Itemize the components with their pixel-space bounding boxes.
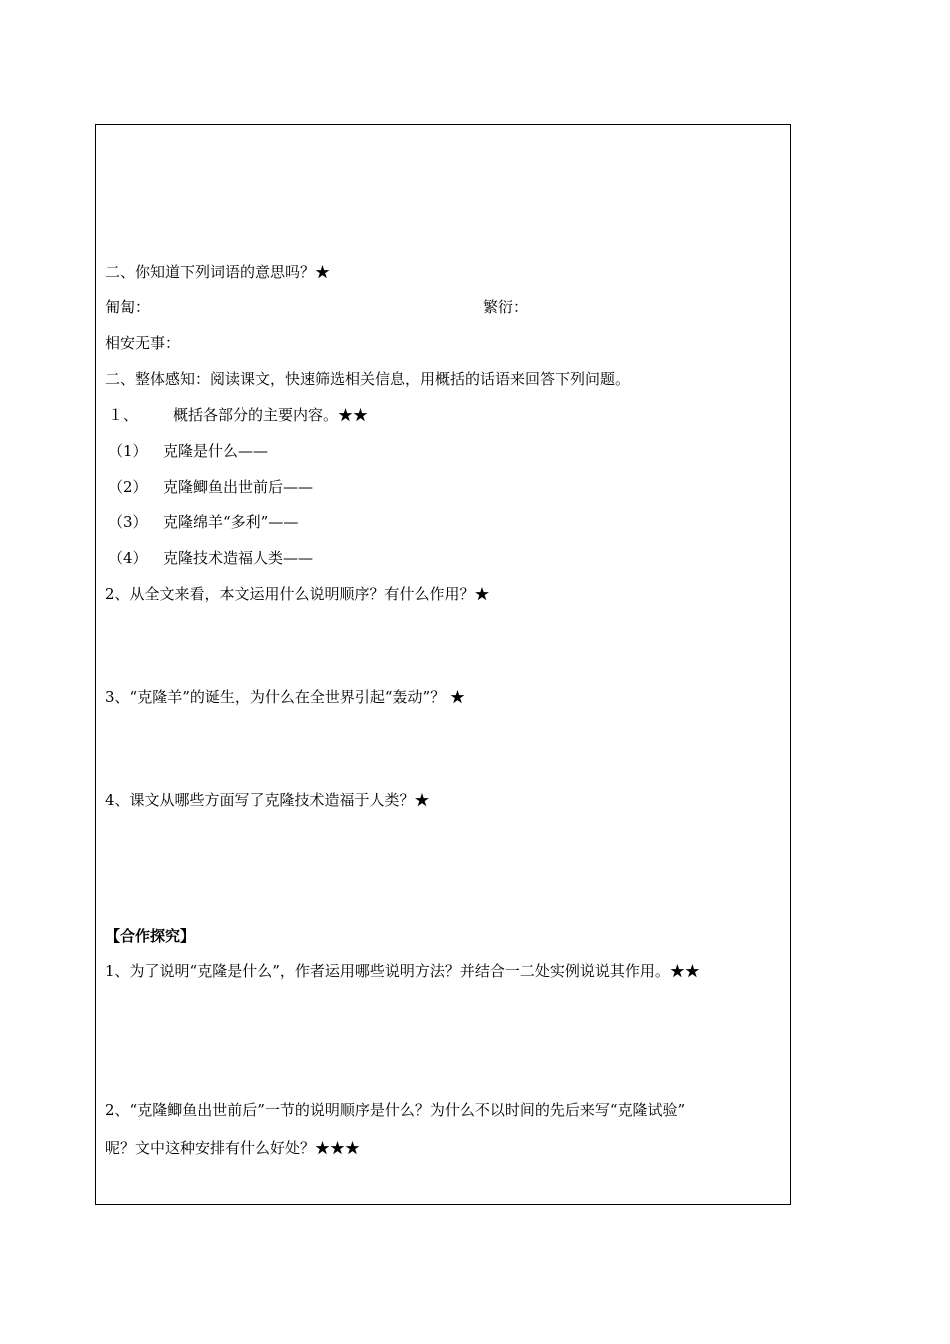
explore-heading: 【合作探究】 (105, 927, 196, 945)
part-3-text: 克隆绵羊“多利”—— (163, 513, 299, 531)
part-4-number: （4） (108, 549, 148, 567)
overview-q2: 2、从全文来看，本文运用什么说明顺序？有什么作用？★ (105, 585, 490, 603)
explore-q2-line1: 2、“克隆鲫鱼出世前后”一节的说明顺序是什么？为什么不以时间的先后来写“克隆试验” (105, 1101, 686, 1119)
overview-heading: 二、整体感知：阅读课文，快速筛选相关信息，用概括的话语来回答下列问题。 (105, 370, 631, 388)
vocab-heading: 二、你知道下列词语的意思吗？★ (105, 263, 331, 281)
overview-q1-text: 概括各部分的主要内容。★★ (173, 406, 369, 424)
overview-q3: 3、“克隆羊”的诞生，为什么在全世界引起“轰动”？ ★ (105, 688, 465, 706)
part-1-text: 克隆是什么—— (163, 442, 269, 460)
part-1-number: （1） (108, 442, 148, 460)
vocab-word-pufu: 匍匐： (105, 298, 151, 316)
part-2-text: 克隆鲫鱼出世前后—— (163, 478, 314, 496)
worksheet-frame (95, 124, 791, 1205)
vocab-word-fanyan: 繁衍： (483, 298, 529, 316)
part-2-number: （2） (108, 478, 148, 496)
vocab-word-xiangan: 相安无事： (105, 334, 181, 352)
overview-q1-number: １、 (108, 406, 139, 424)
explore-q2-line2: 呢？文中这种安排有什么好处？★★★ (105, 1139, 361, 1157)
explore-q1: 1、为了说明“克隆是什么”，作者运用哪些说明方法？并结合一二处实例说说其作用。★★ (105, 962, 700, 980)
overview-q4: 4、课文从哪些方面写了克隆技术造福于人类？★ (105, 791, 430, 809)
part-3-number: （3） (108, 513, 148, 531)
part-4-text: 克隆技术造福人类—— (163, 549, 314, 567)
